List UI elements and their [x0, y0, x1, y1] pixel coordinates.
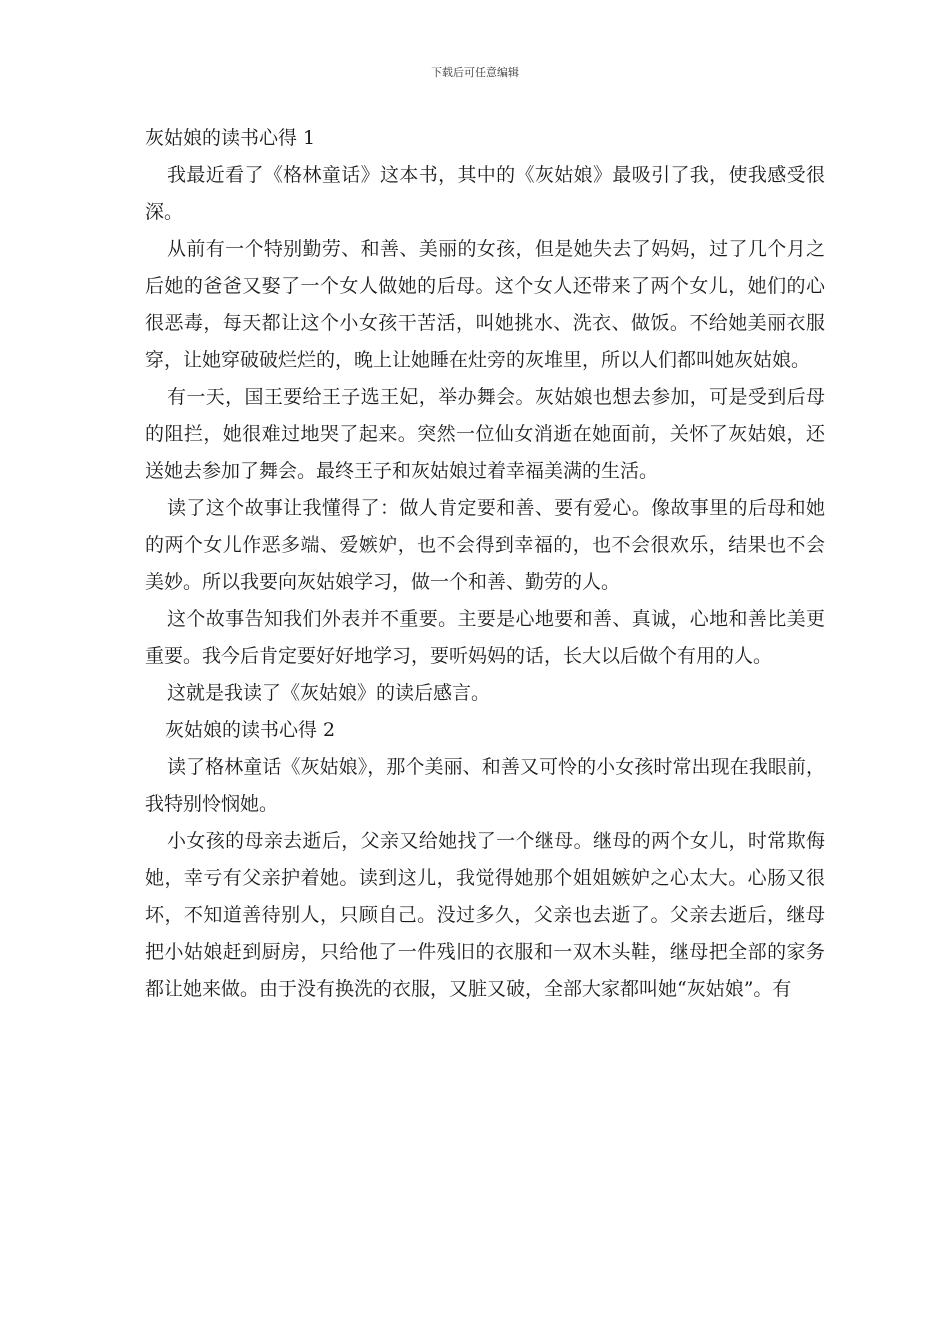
page-header: 下载后可任意编辑: [431, 66, 519, 79]
paragraph: 读了这个故事让我懂得了：做人肯定要和善、要有爱心。像故事里的后母和她的两个女儿作恶多端、爱嫉妒，也不会得到幸福的，也不会很欢乐，结果也不会美妙。所以我要向灰姑娘学习，做一个和善、勤劳的人。: [145, 497, 825, 593]
paragraph: 这就是我读了《灰姑娘》的读后感言。: [167, 682, 491, 704]
paragraph: 我最近看了《格林童话》这本书，其中的《灰姑娘》最吸引了我，使我感受很深。: [145, 164, 825, 223]
document-body: [145, 120, 825, 1008]
paragraph: 小女孩的母亲去逝后，父亲又给她找了一个继母。继母的两个女儿，时常欺侮她，幸亏有父亲护着她。读到这儿，我觉得她那个姐姐嫉妒之心太大。心肠又很坏，不知道善待别人，只顾自己。没过多久，父亲也去逝了。父亲去逝后，继母把小姑娘赶到厨房，只给他了一件残旧的衣服和一双木头鞋，继母把全部的家务都让她来做。由于没有换洗的衣服，又脏又破，全部大家都叫她“灰姑娘”。有: [145, 830, 825, 1000]
section-1-title: 灰姑娘的读书心得 1: [145, 127, 316, 149]
paragraph: 有一天，国王要给王子选王妃，举办舞会。灰姑娘也想去参加，可是受到后母的阻拦，她很难过地哭了起来。突然一位仙女消逝在她面前，关怀了灰姑娘，还送她去参加了舞会。最终王子和灰姑娘过着幸福美满的生活。: [145, 386, 825, 482]
paragraph: 从前有一个特别勤劳、和善、美丽的女孩，但是她失去了妈妈，过了几个月之后她的爸爸又娶了一个女人做她的后母。这个女人还带来了两个女儿，她们的心很恶毒，每天都让这个小女孩干苦活，叫她挑水、洗衣、做饭。不给她美丽衣服穿，让她穿破破烂烂的，晚上让她睡在灶旁的灰堆里，所以人们都叫她灰姑娘。: [145, 238, 825, 371]
paragraph: 这个故事告知我们外表并不重要。主要是心地要和善、真诚，心地和善比美更重要。我今后肯定要好好地学习，要听妈妈的话，长大以后做个有用的人。: [145, 608, 825, 667]
section-2-title: 灰姑娘的读书心得 2: [165, 719, 336, 741]
paragraph: 读了格林童话《灰姑娘》，那个美丽、和善又可怜的小女孩时常出现在我眼前，我特别怜悯她。: [145, 756, 825, 815]
